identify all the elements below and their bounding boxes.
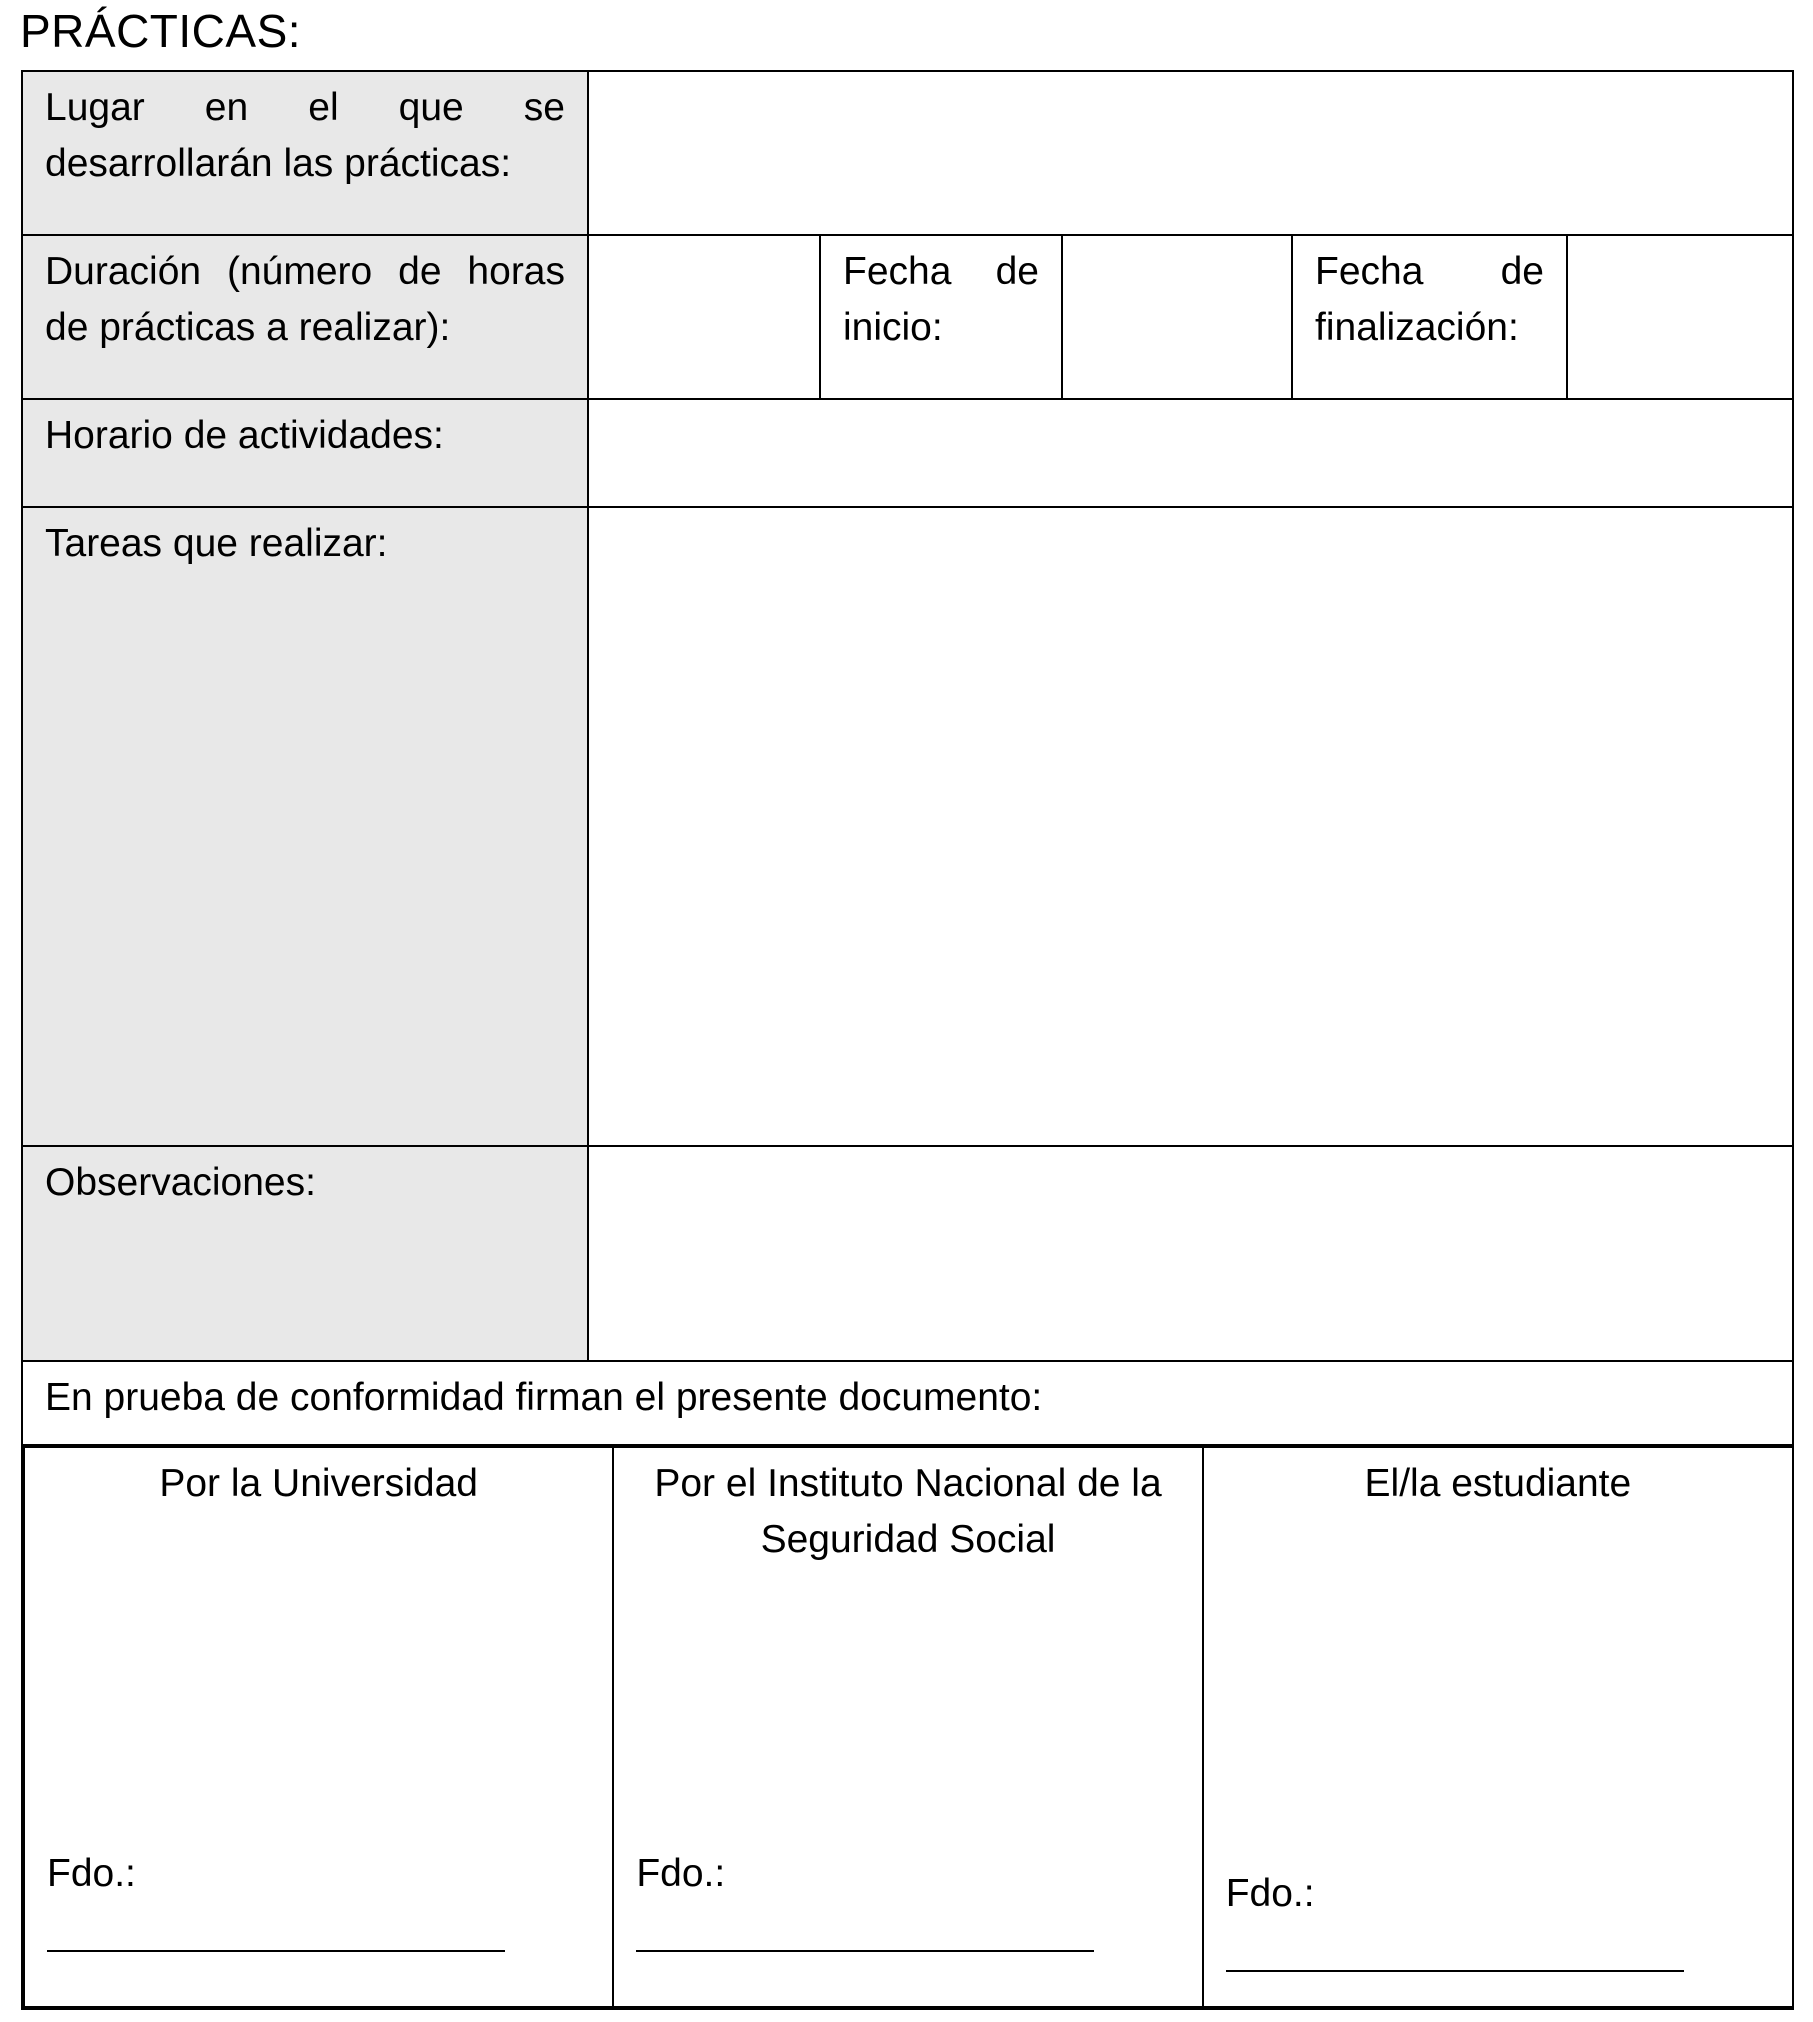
page-title: PRÁCTICAS: (20, 5, 302, 57)
row-signatures (22, 1445, 1793, 2009)
signature-instituto[interactable] (613, 1447, 1202, 2007)
duracion-value-field[interactable] (588, 235, 820, 399)
horario-label: Horario de actividades: (22, 399, 588, 507)
signature-title: Por el Instituto Nacional de la Seguridad Social (654, 1462, 1162, 1561)
row-horario (22, 399, 1793, 507)
signatures-block (22, 1445, 1793, 2009)
row-conformidad (22, 1361, 1793, 1445)
lugar-label-line1: Lugar en el que se (45, 86, 565, 129)
lugar-label-line2: desarrollarán las prácticas: (45, 142, 512, 185)
signature-title: El/la estudiante (1364, 1462, 1632, 1505)
signature-title: Por la Universidad (159, 1462, 478, 1505)
signature-fdo-label: Fdo.: (1225, 1872, 1315, 1915)
signatures-table (23, 1446, 1792, 2008)
signature-fdo-label: Fdo.: (636, 1852, 726, 1895)
signature-line (1226, 1970, 1684, 1972)
duracion-label: Duración (número de horas de prácticas a realizar): (22, 235, 588, 399)
lugar-label (22, 71, 588, 235)
conformidad-text: En prueba de conformidad firman el presente documento: (22, 1361, 1793, 1445)
fecha-fin-value-field[interactable] (1567, 235, 1793, 399)
row-tareas (22, 507, 1793, 1146)
lugar-value-field[interactable] (588, 71, 1793, 235)
horario-value-field[interactable] (588, 399, 1793, 507)
signature-line (636, 1950, 1094, 1952)
signature-line (47, 1950, 505, 1952)
observaciones-value-field[interactable] (588, 1146, 1793, 1361)
fecha-fin-label-line2: finalización: (1315, 306, 1519, 349)
row-observaciones (22, 1146, 1793, 1361)
fecha-inicio-label-line2: inicio: (843, 306, 943, 349)
signature-estudiante[interactable] (1203, 1447, 1792, 2007)
observaciones-label: Observaciones: (22, 1146, 588, 1361)
tareas-value-field[interactable] (588, 507, 1793, 1146)
signature-universidad[interactable] (24, 1447, 613, 2007)
fecha-inicio-label (820, 235, 1062, 399)
signature-fdo-label: Fdo.: (47, 1852, 136, 1895)
row-duracion (22, 235, 1793, 399)
fecha-fin-label-line1: Fecha de (1315, 250, 1544, 293)
fecha-inicio-label-line1: Fecha de (843, 250, 1039, 293)
fecha-inicio-value-field[interactable] (1062, 235, 1292, 399)
fecha-fin-label (1292, 235, 1567, 399)
row-lugar (22, 71, 1793, 235)
practicas-form-table (21, 70, 1794, 2010)
tareas-label: Tareas que realizar: (22, 507, 588, 1146)
